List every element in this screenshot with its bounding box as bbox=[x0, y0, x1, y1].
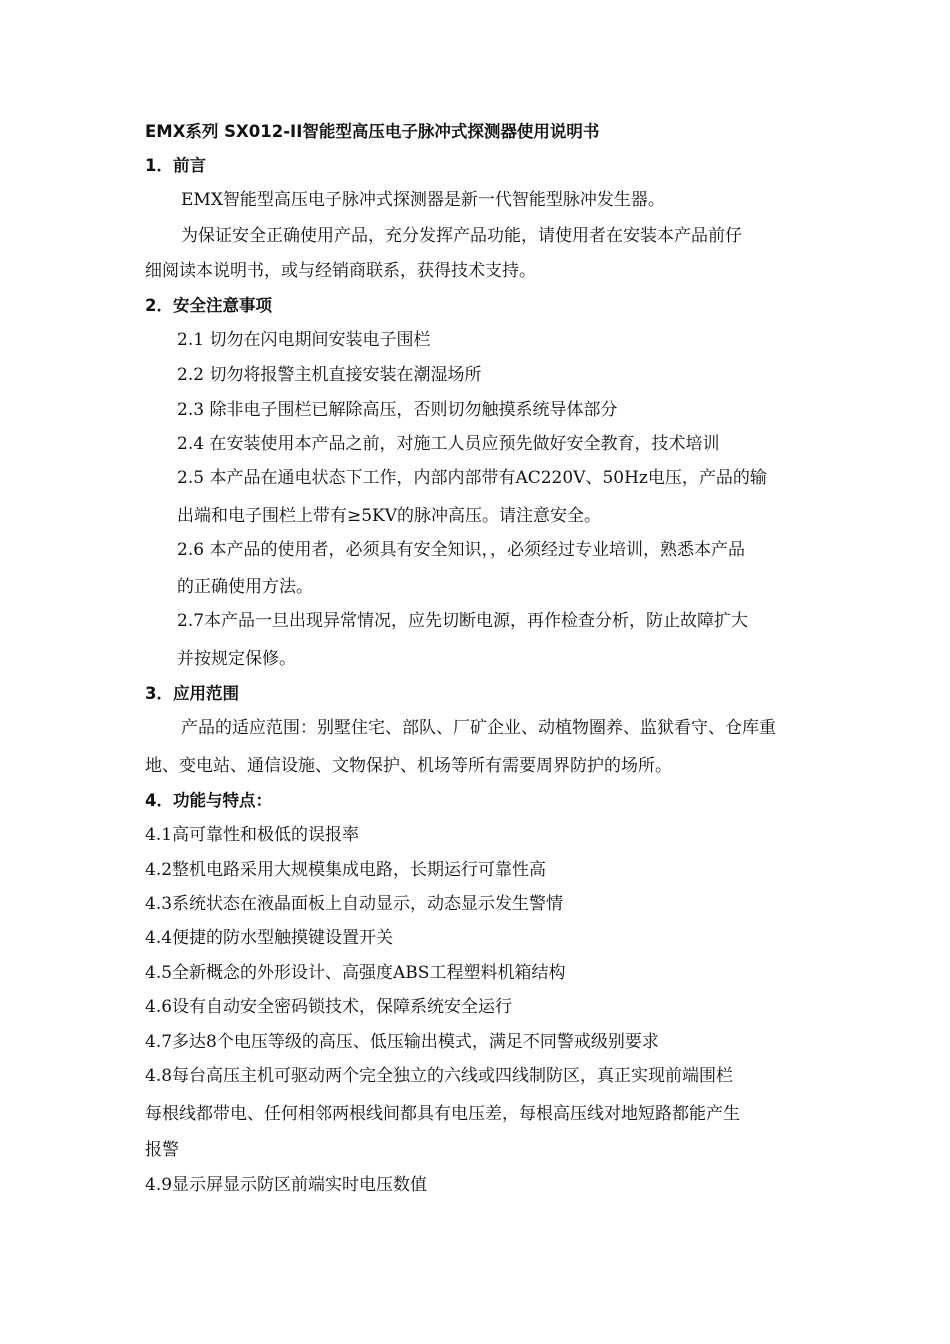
list-item-continuation: 报警 bbox=[145, 1140, 179, 1160]
list-item: 4.9显示屏显示防区前端实时电压数值 bbox=[145, 1175, 428, 1195]
list-item: 4.5全新概念的外形设计、高强度ABS工程塑料机箱结构 bbox=[145, 963, 566, 983]
list-item: 4.6设有自动安全密码锁技术，保障系统安全运行 bbox=[145, 997, 513, 1017]
section-heading-features: 4．功能与特点： bbox=[145, 791, 272, 810]
list-item: 4.7多达8个电压等级的高压、低压输出模式，满足不同警戒级别要求 bbox=[145, 1032, 659, 1052]
section-heading-scope: 3．应用范围 bbox=[145, 684, 239, 703]
list-item: 4.2整机电路采用大规模集成电路，长期运行可靠性高 bbox=[145, 860, 547, 880]
paragraph: 细阅读本说明书，或与经销商联系，获得技术支持。 bbox=[145, 261, 536, 281]
list-item: 2.6 本产品的使用者，必须具有安全知识，，必须经过专业培训，熟悉本产品 bbox=[177, 540, 745, 560]
paragraph: 地、变电站、通信设施、文物保护、机场等所有需要周界防护的场所。 bbox=[145, 756, 672, 776]
paragraph: EMX智能型高压电子脉冲式探测器是新一代智能型脉冲发生器。 bbox=[181, 190, 665, 210]
list-item-continuation: 出端和电子围栏上带有≥5KV的脉冲高压。请注意安全。 bbox=[177, 506, 602, 526]
list-item-continuation: 每根线都带电、任何相邻两根线间都具有电压差，每根高压线对地短路都能产生 bbox=[145, 1104, 740, 1124]
section-heading-preface: 1．前言 bbox=[145, 156, 206, 175]
list-item-continuation: 的正确使用方法。 bbox=[177, 577, 313, 597]
list-item: 4.1高可靠性和极低的误报率 bbox=[145, 825, 360, 845]
list-item: 4.8每台高压主机可驱动两个完全独立的六线或四线制防区，真正实现前端围栏 bbox=[145, 1066, 734, 1086]
list-item: 4.4便捷的防水型触摸键设置开关 bbox=[145, 928, 394, 948]
paragraph: 产品的适应范围：别墅住宅、部队、厂矿企业、动植物圈养、监狱看守、仓库重 bbox=[181, 718, 776, 738]
list-item: 4.3系统状态在液晶面板上自动显示，动态显示发生警情 bbox=[145, 894, 564, 914]
document-title: EMX系列 SX012-II智能型高压电子脉冲式探测器使用说明书 bbox=[145, 122, 600, 141]
paragraph: 为保证安全正确使用产品，充分发挥产品功能，请使用者在安装本产品前仔 bbox=[181, 226, 742, 246]
list-item: 2.5 本产品在通电状态下工作，内部内部带有AC220V、50Hz电压，产品的输 bbox=[177, 468, 767, 488]
list-item: 2.4 在安装使用本产品之前，对施工人员应预先做好安全教育，技术培训 bbox=[177, 434, 720, 454]
list-item: 2.7本产品一旦出现异常情况，应先切断电源，再作检查分析，防止故障扩大 bbox=[177, 611, 749, 631]
list-item: 2.3 除非电子围栏已解除高压，否则切勿触摸系统导体部分 bbox=[177, 400, 618, 420]
list-item-continuation: 并按规定保修。 bbox=[177, 649, 296, 669]
list-item: 2.2 切勿将报警主机直接安装在潮湿场所 bbox=[177, 365, 482, 385]
section-heading-safety: 2．安全注意事项 bbox=[145, 296, 272, 315]
list-item: 2.1 切勿在闪电期间安装电子围栏 bbox=[177, 330, 431, 350]
